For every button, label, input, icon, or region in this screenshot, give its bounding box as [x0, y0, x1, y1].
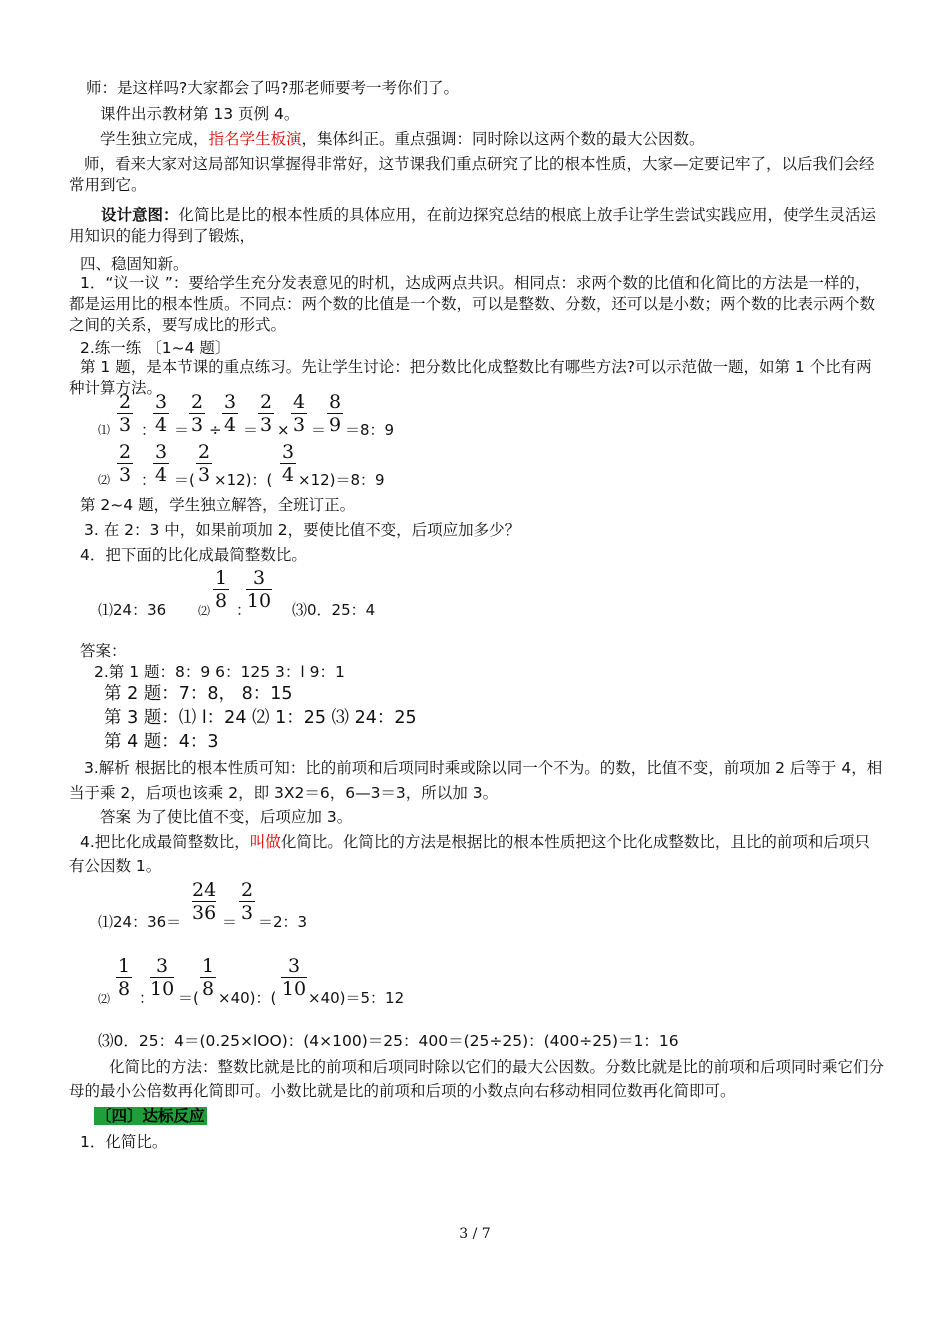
practice-q2-4-line: 第 2~4 题，学生独立解答，全班订正。 — [80, 496, 356, 514]
q4-explanation-a: 4.把比化成最简整数比， — [80, 833, 250, 851]
student-text-a: 学生独立完成， — [100, 130, 209, 148]
ans4-1-frac-2: 2 3 — [240, 879, 254, 924]
teacher-line-1: 师：是这样吗?大家都会了吗?那老师要考一考你们了。 — [86, 79, 459, 97]
simplify-method-paragraph: 化简比的方法：整数比就是比的前项和后项同时除以它们的最大公因数。分数比就是比的前项和后项同时乘它们分母的最小公倍数再化简即可。小数比就是比的前项和后项的小数点向右移动相同位数再化简即可。 — [69, 1058, 885, 1100]
eq1-frac-1: 2 3 — [118, 391, 132, 436]
section-heading-attainment-text: 〔四〕达标反应 — [96, 1107, 205, 1125]
answer-q3: 第 3 题：⑴ l：24 ⑵ 1：25 ⑶ 24：25 — [104, 708, 417, 728]
simplify-exercise-line: 1．化简比。 — [80, 1133, 168, 1151]
ex4-colon: ： — [236, 601, 252, 619]
question-4-line: 4．把下面的比化成最简整数比。 — [80, 546, 307, 564]
eq2-frac-3: 2 3 — [197, 441, 211, 486]
eq1-equals-2: ＝ — [243, 421, 259, 439]
eq1-frac-4: 3 4 — [223, 391, 237, 436]
eq1-multiply: × — [277, 421, 290, 439]
eq2-frac-1: 2 3 — [118, 441, 132, 486]
answer-q1: 2.第 1 题：8：9 6：125 3：l 9：1 — [94, 663, 345, 681]
section-heading-4: 四、稳固知新。 — [80, 255, 189, 273]
ans4-1-result: ＝2：3 — [258, 913, 308, 931]
ex4-frac-2: 3 10 — [246, 567, 272, 612]
discussion-paragraph: 1．“议一议 ”：要给学生充分发表意见的时机，达成两点共识。相同点：求两个数的比值和化简比的方法是一样的，都是运用比的根本性质。不同点：两个数的比值是一个数，可以是整数、分数，还可以是小数；两个数的比表示两个数之间的关系，要写成比的形式。 — [69, 274, 876, 334]
ans4-1-expr: ⑴24：36＝ — [98, 913, 182, 931]
ans4-3-line: ⑶0．25：4＝(0.25×lOO)：(4×100)＝25：400＝(25÷25)：(400÷25)＝1：16 — [98, 1032, 679, 1050]
eq2-frac-2: 3 4 — [154, 441, 168, 486]
eq1-label: ⑴ — [98, 423, 111, 437]
ans4-2-frac-3: 1 8 — [201, 955, 215, 1000]
ans4-2-middle: ×40)：( — [218, 989, 277, 1007]
eq1-colon: ： — [141, 421, 157, 439]
teacher-summary: 师，看来大家对这局部知识掌握得非常好，这节课我们重点研究了比的根本性质，大家—定要记牢了，以后我们会经常用到它。 — [69, 155, 875, 194]
eq1-frac-7: 8 9 — [328, 391, 342, 436]
answers-heading: 答案： — [80, 642, 127, 660]
answer-q3-text: 答案 为了使比值不变，后项应加 3。 — [100, 808, 353, 826]
eq2-frac-4: 3 4 — [281, 441, 295, 486]
ex4-frac-1: 1 8 — [214, 567, 228, 612]
ans4-2-frac-1: 1 8 — [117, 955, 131, 1000]
ans4-2-colon: ： — [139, 989, 155, 1007]
ex4-item-3: ⑶0．25：4 — [292, 601, 376, 619]
q4-explanation-highlight: 叫做 — [249, 833, 281, 851]
ans4-2-open: ＝( — [178, 989, 199, 1007]
analysis-paragraph: 3.解析 根据比的根本性质可知：比的前项和后项同时乘或除以同一个不为。的数，比值不变，前项加 2 后等于 4，相当于乘 2，后项也该乘 2，即 3X2＝6，6—3＝3，所以加 3。 — [69, 759, 883, 802]
q4-explanation — [69, 830, 884, 878]
courseware-line: 课件出示教材第 13 页例 4。 — [100, 105, 300, 123]
eq2-open: ＝( — [174, 471, 195, 489]
eq1-frac-6: 4 3 — [292, 391, 306, 436]
eq1-divide: ÷ — [209, 421, 222, 439]
student-text-highlight: 指名学生板演 — [208, 130, 302, 148]
ex4-item-2-label: ⑵ — [198, 604, 211, 618]
ans4-1-equals: ＝ — [222, 913, 238, 931]
student-line — [100, 129, 705, 150]
ex4-item-1: ⑴24：36 — [98, 601, 167, 619]
eq1-frac-2: 3 4 — [154, 391, 168, 436]
eq1-equals-1: ＝ — [174, 421, 190, 439]
design-intent — [69, 205, 884, 247]
student-text-c: ，集体纠正。重点强调：同时除以这两个数的最大公因数。 — [301, 130, 705, 148]
answer-q4: 第 4 题：4：3 — [104, 732, 219, 752]
section-heading-attainment — [94, 1106, 207, 1127]
practice-heading: 2.练一练 〔1~4 题〕 — [80, 339, 231, 357]
eq2-middle: ×12)：( — [214, 471, 273, 489]
q4-explanation-c: 化简比。化简比的方法是根据比的根本性质把这个比化成整数比，且比的前项和后项只有公因数 1。 — [69, 833, 870, 875]
answer-q2: 第 2 题：7：8， 8：15 — [104, 684, 293, 704]
ans4-2-frac-2: 3 10 — [150, 955, 175, 1000]
practice-q1-paragraph: 第 1 题，是本节课的重点练习。先让学生讨论：把分数比化成整数比有哪些方法?可以示范做一题，如第 1 个比有两种计算方法。 — [69, 358, 872, 397]
ans4-2-result: ×40)＝5：12 — [308, 989, 405, 1007]
ans4-1-frac-1: 24 36 — [192, 879, 217, 924]
ans4-2-frac-4: 3 10 — [281, 955, 307, 1000]
eq1-frac-5: 2 3 — [259, 391, 273, 436]
eq2-colon: ： — [141, 471, 157, 489]
design-intent-label: 设计意图： — [101, 206, 179, 224]
question-3-line: 3. 在 2：3 中，如果前项加 2，要使比值不变，后项应加多少？ — [84, 521, 521, 539]
design-intent-text: 化简比是比的根本性质的具体应用，在前边探究总结的根底上放手让学生尝试实践应用，使学生灵活运用知识的能力得到了锻炼， — [69, 206, 877, 245]
eq2-result: ×12)＝8：9 — [298, 471, 385, 489]
page-number: 3 / 7 — [459, 1226, 491, 1242]
eq1-frac-3: 2 3 — [190, 391, 204, 436]
ans4-2-label: ⑵ — [98, 992, 111, 1006]
eq2-label: ⑵ — [98, 473, 111, 487]
eq1-result: ＝8：9 — [345, 421, 395, 439]
eq1-equals-3: ＝ — [311, 421, 327, 439]
